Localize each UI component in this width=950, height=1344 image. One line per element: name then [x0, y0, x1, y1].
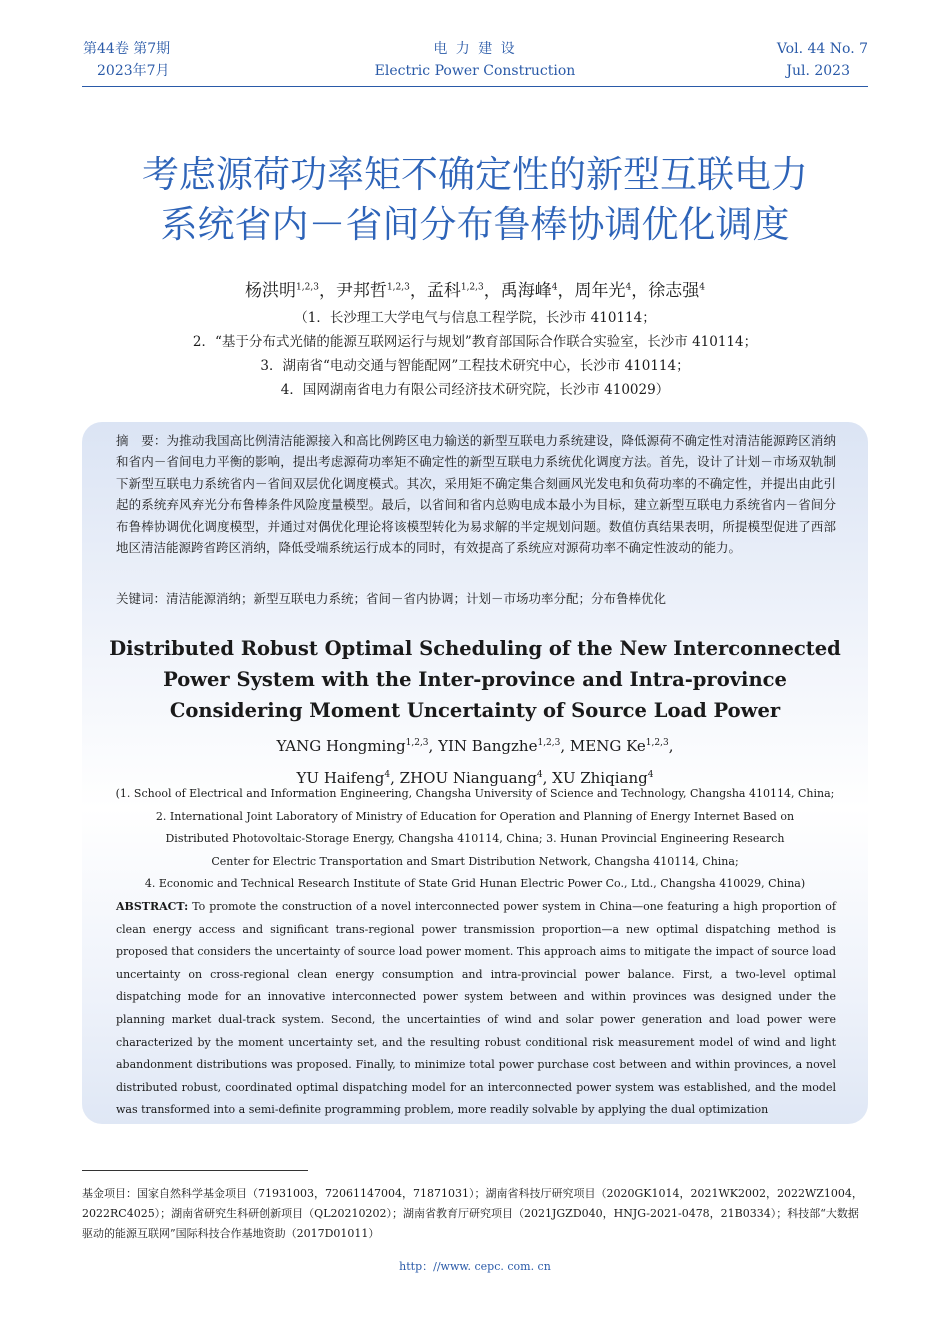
abstract-cn — [116, 430, 836, 558]
author-cn: 孟科$^{1,2,3}$， — [426, 281, 501, 301]
journal-url[interactable]: http：//www. cepc. com. cn — [399, 1260, 551, 1273]
title-cn-line-1: 考虑源荷功率矩不确定性的新型互联电力 — [142, 153, 808, 196]
author-en: MENG Ke$^{1,2,3}$, — [569, 737, 674, 755]
abstract-en-label: ABSTRACT: — [116, 900, 189, 913]
header-rule — [82, 86, 868, 87]
author-cn: 尹邦哲$^{1,2,3}$， — [335, 281, 427, 301]
author-en: XU Zhiqiang$^4$ — [552, 769, 654, 787]
abstract-cn-text: 为推动我国高比例清洁能源接入和高比例跨区电力输送的新型互联电力系统建设，降低源荷不确定性对清洁能源跨区消纳和省内－省间电力平衡的影响，提出考虑源荷功率矩不确定性的新型互联电力系统优化调度方法。首先，设计了计划－市场双轨制下新型互联电力系统省内－省间双层优化调度模式。其次，采用矩不确定集合刻画风光发电和负荷功率的不确定性，并提出由此引起的系统弃风弃光分布鲁棒条件风险度量模型。最后，以省间和省内总购电成本最小为目标，建立新型互联电力系统省内－省间分布鲁棒协调优化调度模型，并通过对偶优化理论将该模型转化为易求解的半定规划问题。数值仿真结果表明，所提模型促进了西部地区清洁能源跨省跨区消纳，降低受端系统运行成本的同时，有效提高了系统应对源荷功率不确定性波动的能力。 — [116, 433, 836, 556]
author-en: ZHOU Nianguang$^4$, — [399, 769, 553, 787]
title-en-line-1: Distributed Robust Optimal Scheduling of the New Interconnected — [109, 637, 841, 660]
author-cn: 杨洪明$^{1,2,3}$， — [245, 281, 336, 301]
author-en: YIN Bangzhe$^{1,2,3}$, — [438, 737, 570, 755]
keywords-cn — [116, 588, 836, 609]
author-cn: 周年光$^4$， — [574, 281, 649, 301]
affiliations-en — [0, 783, 950, 896]
journal-header-right — [777, 38, 868, 82]
keywords-cn-text: 清洁能源消纳；新型互联电力系统；省间－省内协调；计划－市场功率分配；分布鲁棒优化 — [166, 591, 667, 606]
issue-volume-cn: 第44卷 第7期 — [83, 41, 171, 57]
title-cn-line-2: 系统省内－省间分布鲁棒协调优化调度 — [160, 203, 790, 246]
affiliations-cn — [0, 306, 950, 402]
affiliation-cn-line: （1．长沙理工大学电气与信息工程学院，长沙市 410114； — [294, 310, 656, 326]
funding-footnote: 基金项目：国家自然科学基金项目（71931003，72061147004，71871031）；湖南省科技厅研究项目（2020GK1014，2021WK2002，2022WZ1004，2022RC4025）；湖南省研究生科研创新项目（QL20210202）；湖南省教育厅研究项目（2021JGZD040，HNJG-2021-0478，21B0334）；科技部“大数据驱动的能源互联网”国际科技合作基地资助（2017D01011） — [82, 1187, 863, 1240]
author-en: YANG Hongming$^{1,2,3}$, — [276, 737, 439, 755]
paper-title-cn — [60, 150, 890, 250]
abstract-en-text: To promote the construction of a novel interconnected power system in China—one featuring a high proportion of clean energy access and significant trans-regional power transmission proportion—a new optimal dispatching method is proposed that considers the uncertainty of source load power moment. This approach aims to mitigate the impact of source load uncertainty on cross-regional clean energy consumption and intra-provincial power balance. First, a two-level optimal dispatching mode for an innovative interconnected power system between and within provinces was designed under the planning market dual-track system. Second, the uncertainties of wind and solar power generation and load power were characterized by the moment uncertainty set, and the resulting robust conditional risk measurement model of wind and light abandonment distributions was proposed. Finally, to minimize total power purchase cost between and within provinces, a novel distributed robust, coordinated optimal dispatching model for an interconnected power system was established, and the model was transformed into a semi-definite programming problem, more readily solvable by applying the dual optimization — [116, 900, 836, 1117]
journal-name-en: Electric Power Construction — [374, 63, 576, 79]
title-en-line-3: Considering Moment Uncertainty of Source Load Power — [169, 699, 781, 722]
title-en-line-2: Power System with the Inter-province and Intra-province — [163, 668, 787, 691]
journal-name-cn: 电 力 建 设 — [433, 41, 517, 57]
author-cn: 禹海峰$^4$， — [500, 281, 575, 301]
abstract-en — [116, 896, 836, 1122]
affiliation-cn-line: 3．湖南省“电动交通与智能配网”工程技术研究中心，长沙市 410114； — [260, 358, 690, 374]
affiliation-en-line: (1. School of Electrical and Information Engineering, Changsha University of Science and Technology, Changsha 410114, China; — [115, 787, 835, 800]
authors-cn — [0, 276, 950, 301]
keywords-cn-label: 关键词： — [116, 591, 167, 606]
abstract-cn-label: 摘 要： — [116, 433, 167, 448]
authors-en-line-1 — [0, 729, 950, 761]
affiliation-en-line: Center for Electric Transportation and Smart Distribution Network, Changsha 410114, China; — [211, 854, 739, 868]
issue-date-en: Jul. 2023 — [786, 63, 850, 79]
author-en: YU Haifeng$^4$, — [296, 769, 400, 787]
affiliation-cn-line: 4．国网湖南省电力有限公司经济技术研究院，长沙市 410029） — [280, 382, 670, 398]
affiliation-en-line: 2. International Joint Laboratory of Ministry of Education for Operation and Planning of Energy Internet Based on — [155, 809, 795, 823]
affiliation-en-line: 4. Economic and Technical Research Institute of State Grid Hunan Electric Power Co., Ltd., Changsha 410029, China) — [144, 877, 806, 890]
affiliation-en-line: Distributed Photovoltaic-Storage Energy, Changsha 410114, China; 3. Hunan Provincial Engineering Research — [165, 832, 785, 845]
paper-title-en — [0, 633, 950, 726]
footnote-rule — [82, 1170, 308, 1171]
affiliation-cn-line: 2．“基于分布式光储的能源互联网运行与规划”教育部国际合作联合实验室，长沙市 410114； — [192, 334, 758, 350]
author-cn: 徐志强$^4$ — [648, 281, 705, 301]
issue-volume-en: Vol. 44 No. 7 — [776, 41, 868, 57]
issue-date-cn: 2023年7月 — [97, 63, 170, 79]
